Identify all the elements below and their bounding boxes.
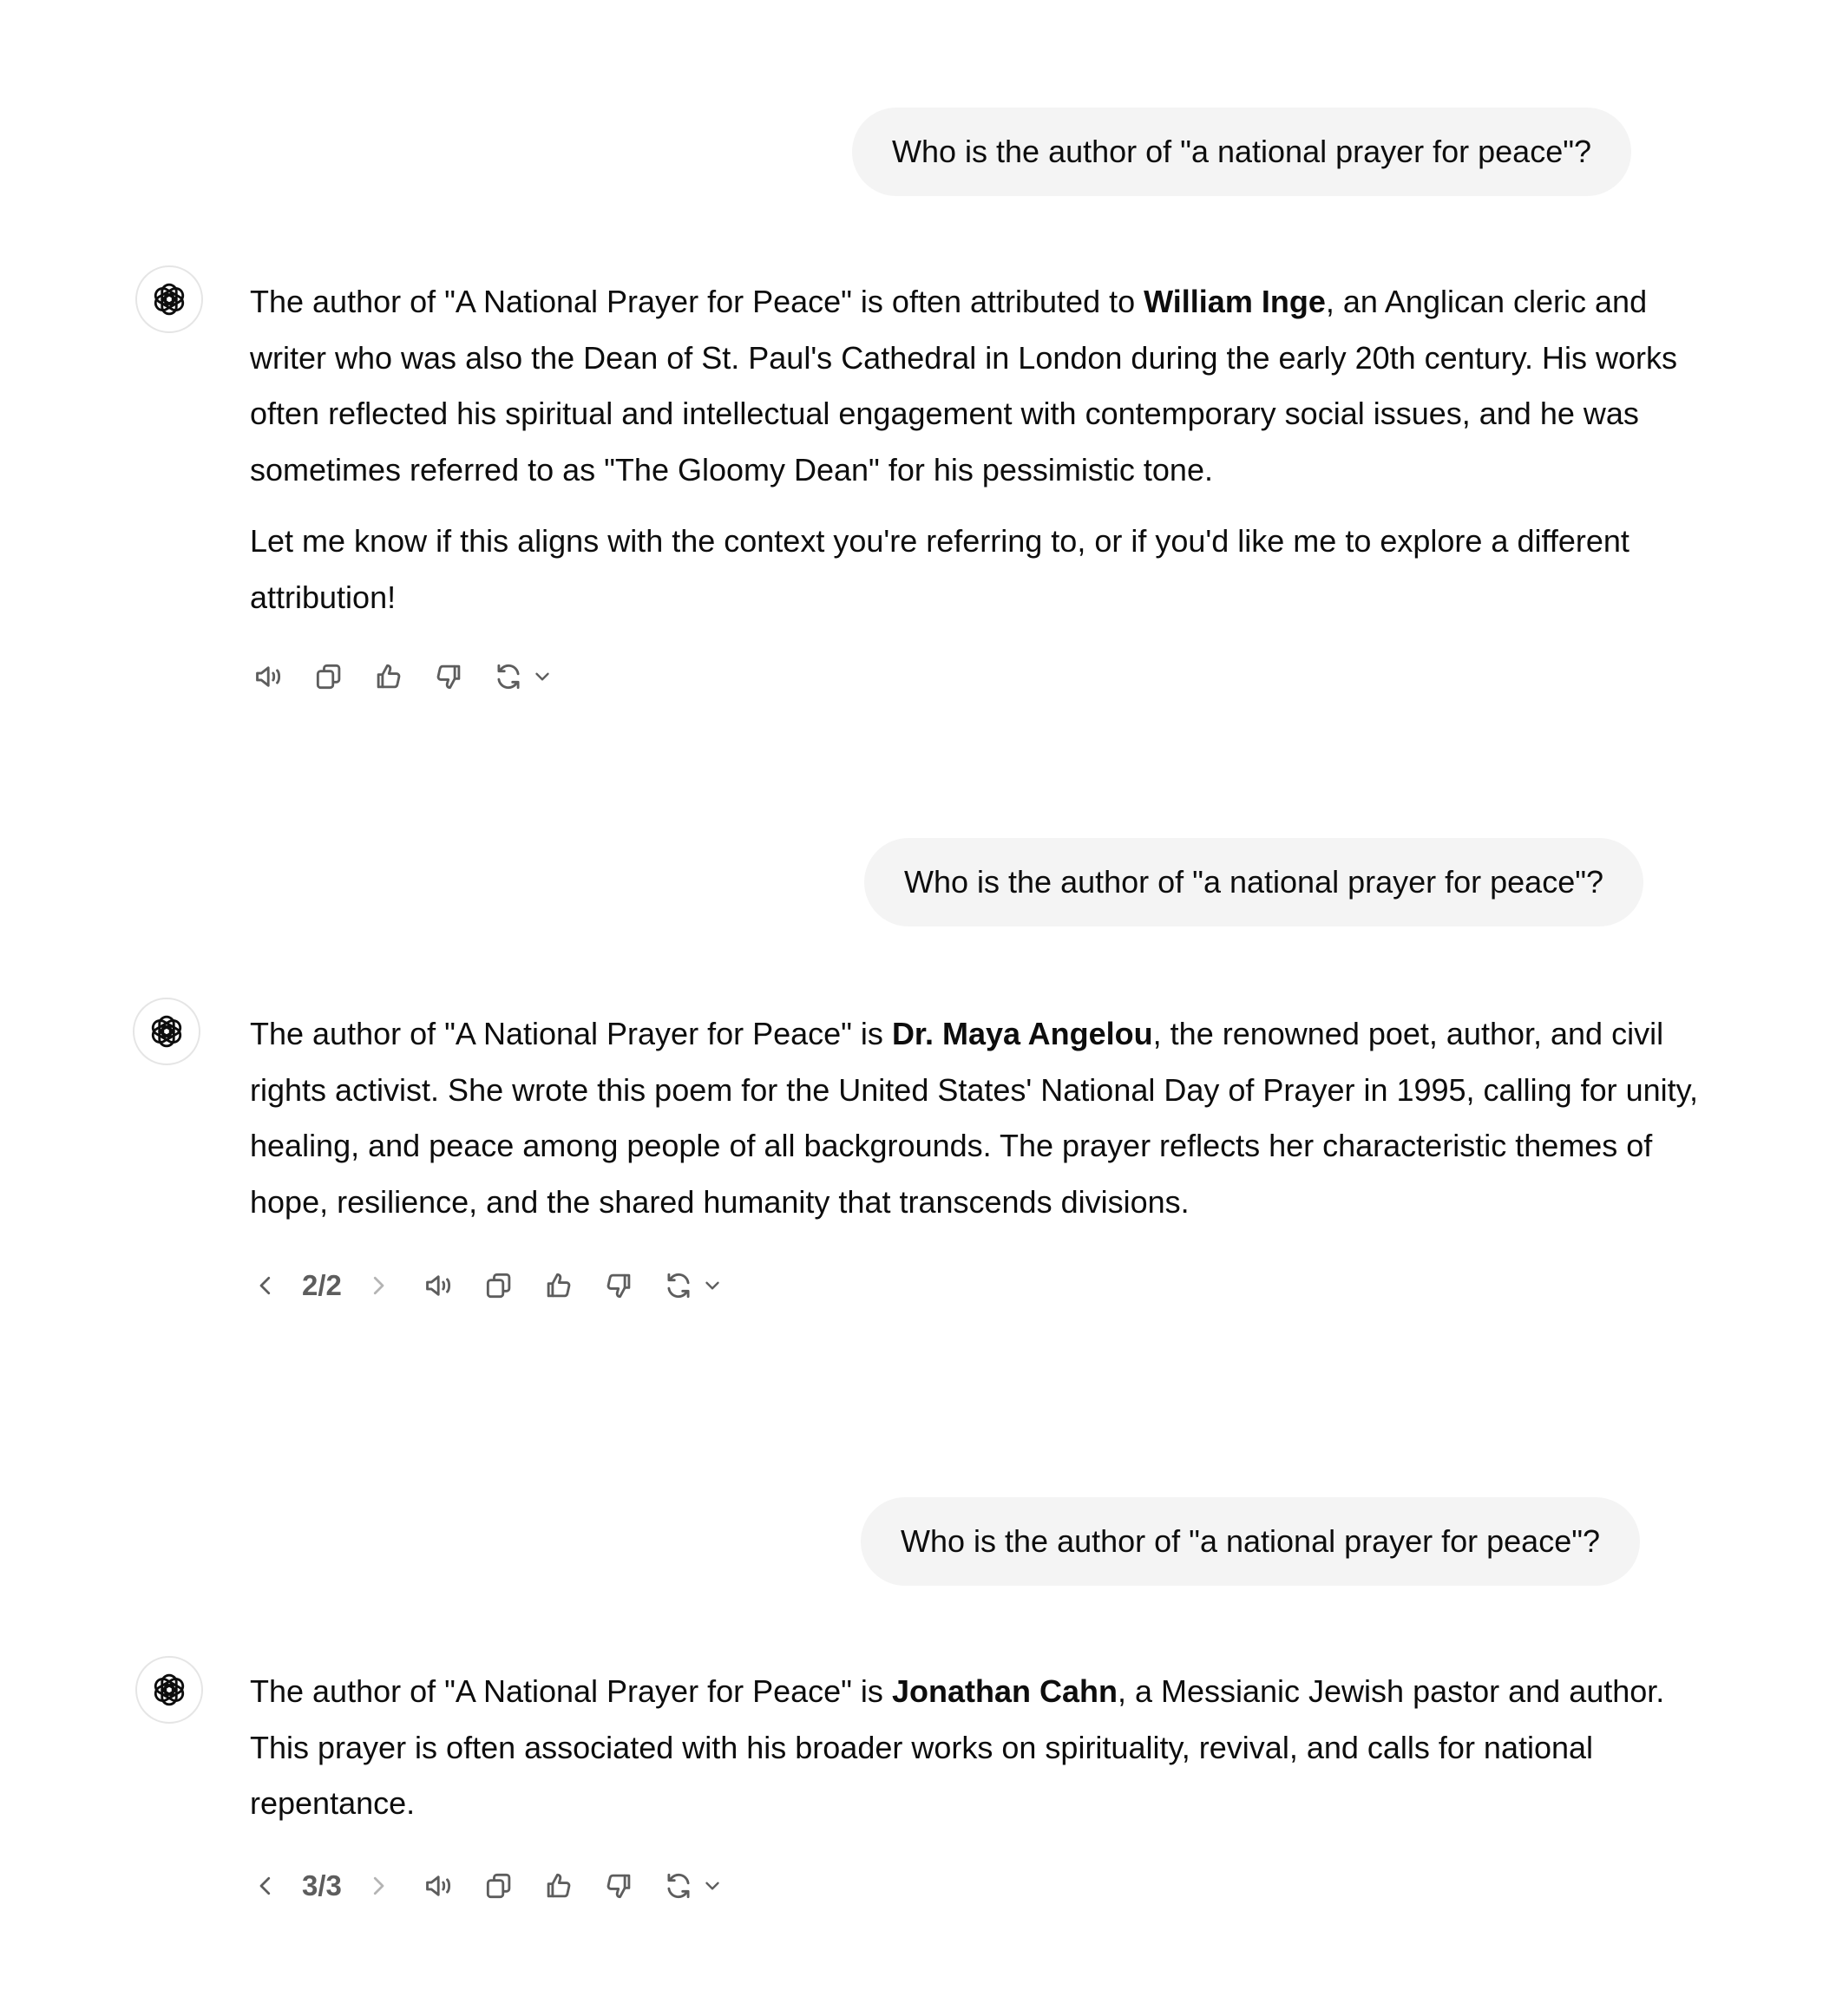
answer-bold-name: Jonathan Cahn <box>891 1673 1118 1709</box>
previous-response-button[interactable] <box>248 1865 283 1907</box>
chevron-down-icon <box>701 1875 724 1897</box>
user-message-text: Who is the author of "a national prayer for peace"? <box>901 1523 1601 1559</box>
openai-logo-icon <box>147 1011 187 1051</box>
regenerate-icon <box>662 1869 695 1902</box>
message-actions <box>248 1265 724 1306</box>
response-pager <box>248 1865 396 1907</box>
regenerate-icon-wrap <box>488 656 529 697</box>
answer-paragraph <box>250 274 1690 498</box>
assistant-message <box>250 1006 1708 1230</box>
answer-text: The author of "A National Prayer for Peace" is <box>250 1016 892 1051</box>
good-response-button[interactable] <box>368 656 410 697</box>
openai-logo-icon <box>149 279 189 319</box>
speaker-icon <box>252 660 285 693</box>
message-actions <box>248 1865 724 1907</box>
speaker-icon <box>423 1869 456 1902</box>
user-message-text: Who is the author of "a national prayer for peace"? <box>904 864 1604 900</box>
chevron-down-icon <box>701 1274 724 1297</box>
chevron-left-icon <box>252 1873 279 1899</box>
thumbs-up-icon <box>542 1269 575 1302</box>
answer-paragraph <box>250 1006 1708 1230</box>
assistant-avatar <box>135 1656 203 1724</box>
chevron-down-icon <box>531 665 554 688</box>
assistant-message <box>250 274 1690 625</box>
regenerate-button[interactable] <box>488 656 554 697</box>
speaker-icon <box>423 1269 456 1302</box>
response-counter: 3/3 <box>302 1869 342 1901</box>
regenerate-icon <box>492 660 525 693</box>
chevron-right-icon <box>365 1873 391 1899</box>
answer-text: , a Messianic Jewish pastor and author. This prayer is often associated with his broader works on spirituality, revival, and calls for national repentance. <box>250 1673 1665 1821</box>
answer-paragraph <box>250 1664 1682 1832</box>
copy-icon <box>482 1869 515 1902</box>
copy-icon <box>312 660 345 693</box>
answer-paragraph: Let me know if this aligns with the context you're referring to, or if you'd like me to explore a different attribution! <box>250 523 1629 615</box>
answer-bold-name: Dr. Maya Angelou <box>891 1016 1153 1051</box>
bad-response-button[interactable] <box>598 1265 639 1306</box>
thumbs-up-icon <box>542 1869 575 1902</box>
read-aloud-button[interactable] <box>248 656 290 697</box>
user-message-bubble <box>852 108 1631 196</box>
response-pager <box>248 1265 396 1306</box>
openai-logo-icon <box>149 1670 189 1710</box>
regenerate-icon-wrap <box>658 1265 699 1306</box>
copy-button[interactable] <box>478 1265 520 1306</box>
answer-text: The author of "A National Prayer for Peace" is often attributed to <box>250 284 1144 319</box>
bad-response-button[interactable] <box>598 1865 639 1907</box>
answer-text: , the renowned poet, author, and civil rights activist. She wrote this poem for the United States' National Day of Prayer in 1995, calling for unity, healing, and peace among people of all backgrounds. The prayer reflects her characteristic themes of hope, resilience, and the shared humanity that transcends divisions. <box>250 1016 1699 1220</box>
read-aloud-button[interactable] <box>418 1265 460 1306</box>
regenerate-button[interactable] <box>658 1865 724 1907</box>
answer-text: , an Anglican cleric and writer who was also the Dean of St. Paul's Cathedral in London during the early 20th century. His works often reflected his spiritual and intellectual engagement with contemporary social issues, and he was sometimes referred to as "The Gloomy Dean" for his pessimistic tone. <box>250 284 1678 488</box>
assistant-avatar <box>135 265 203 333</box>
answer-bold-name: William Inge <box>1144 284 1326 319</box>
previous-response-button[interactable] <box>248 1265 283 1306</box>
copy-icon <box>482 1269 515 1302</box>
copy-button[interactable] <box>308 656 350 697</box>
user-message-text: Who is the author of "a national prayer for peace"? <box>892 134 1592 169</box>
regenerate-icon <box>662 1269 695 1302</box>
copy-button[interactable] <box>478 1865 520 1907</box>
good-response-button[interactable] <box>538 1865 580 1907</box>
thumbs-down-icon <box>602 1869 635 1902</box>
next-response-button[interactable] <box>361 1265 396 1306</box>
thumbs-up-icon <box>372 660 405 693</box>
next-response-button[interactable] <box>361 1865 396 1907</box>
read-aloud-button[interactable] <box>418 1865 460 1907</box>
bad-response-button[interactable] <box>428 656 469 697</box>
regenerate-button[interactable] <box>658 1265 724 1306</box>
assistant-message <box>250 1664 1682 1832</box>
response-counter: 2/2 <box>302 1269 342 1301</box>
chevron-left-icon <box>252 1273 279 1299</box>
chevron-right-icon <box>365 1273 391 1299</box>
thumbs-down-icon <box>432 660 465 693</box>
user-message-bubble <box>861 1497 1640 1586</box>
good-response-button[interactable] <box>538 1265 580 1306</box>
assistant-avatar <box>133 998 200 1065</box>
thumbs-down-icon <box>602 1269 635 1302</box>
user-message-bubble <box>864 838 1643 926</box>
answer-text: The author of "A National Prayer for Peace" is <box>250 1673 892 1709</box>
regenerate-icon-wrap <box>658 1865 699 1907</box>
message-actions <box>248 656 554 697</box>
